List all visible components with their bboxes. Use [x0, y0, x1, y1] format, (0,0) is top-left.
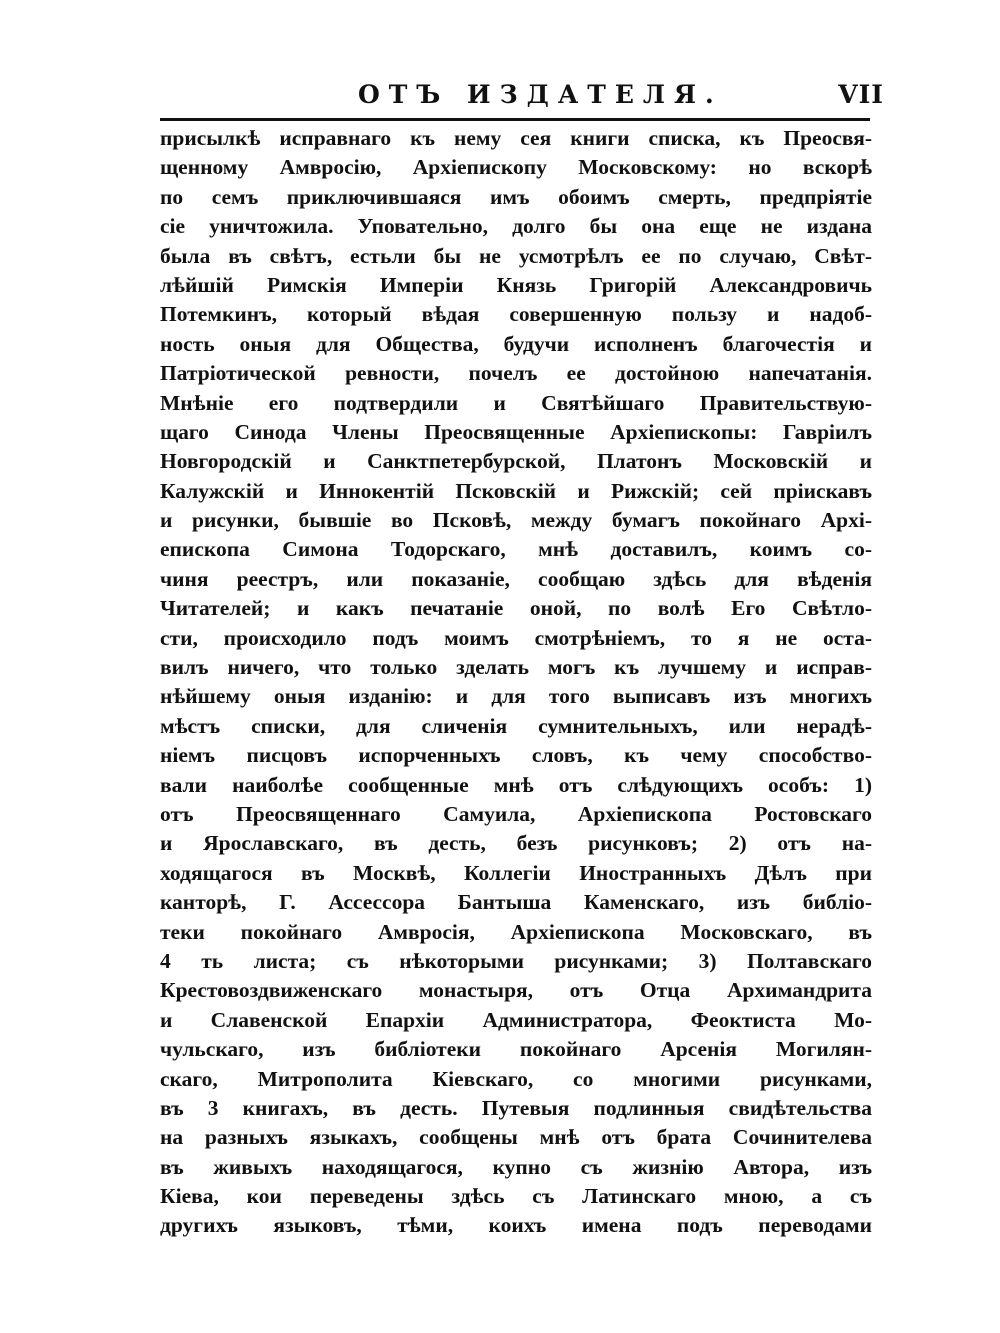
text-line: чиня реестръ, или показаніе, сообщаю здѣсь для вѣденія	[160, 566, 872, 591]
text-line: ходящагося въ Москвѣ, Коллегіи Иностранныхъ Дѣлъ при	[160, 860, 872, 885]
text-line: Калужскій и Иннокентій Псковскій и Рижскій; сей пріискавъ	[160, 478, 872, 503]
text-line: нѣйшему оныя изданію: и для того выписавъ изъ многихъ	[160, 684, 872, 709]
text-line: и Ярославскаго, въ десть, безъ рисунковъ; 2) отъ на-	[160, 831, 872, 856]
text-line: сти, происходило подъ моимъ смотрѣніемъ, то я не оста-	[160, 625, 872, 650]
text-line: въ живыхъ находящагося, купно съ жизнію Автора, изъ	[160, 1154, 872, 1179]
text-line: епископа Симона Тодорскаго, мнѣ доставилъ, коимъ со-	[160, 537, 872, 562]
text-line: лѣйшій Римскія Имперіи Князь Григорій Александровичь	[160, 272, 872, 297]
text-line: была въ свѣтъ, естьли бы не усмотрѣлъ ее по случаю, Свѣт-	[160, 243, 872, 268]
text-line: щенному Амвросію, Архіепископу Московскому: но вскорѣ	[160, 155, 872, 180]
text-line: присылкѣ исправнаго къ нему сея книги списка, къ Преосвя-	[160, 126, 872, 150]
text-line: ность оныя для Общества, будучи исполненъ благочестія и	[160, 331, 872, 356]
text-line: щаго Синода Члены Преосвященные Архіепископы: Гавріилъ	[160, 419, 872, 444]
header-rule	[160, 118, 870, 121]
text-line: Кіева, кои переведены здѣсь съ Латинскаго мною, а съ	[160, 1184, 872, 1209]
text-line: отъ Преосвященнаго Самуила, Архіепископа Ростовскаго	[160, 801, 872, 826]
page-header	[158, 76, 884, 116]
text-line: Мнѣніе его подтвердили и Святѣйшаго Правительствую-	[160, 390, 872, 415]
running-head: ОТЪ ИЗДАТЕЛЯ.	[358, 80, 723, 109]
text-line: вилъ ничего, что только зделать могъ къ лучшему и исправ-	[160, 655, 872, 680]
text-line: Потемкинъ, который вѣдая совершенную пользу и надоб-	[160, 302, 872, 327]
text-line: Новгородскій и Санктпетербурской, Платонъ Московскій и	[160, 449, 872, 474]
text-line: скаго, Митрополита Кіевскаго, со многими рисунками,	[160, 1066, 872, 1091]
text-line: Патріотической ревности, почелъ ее достойною напечатанія.	[160, 361, 872, 386]
text-line: 4 ть листа; съ нѣкоторыми рисунками; 3) Полтавскаго	[160, 948, 872, 973]
text-line: вали наиболѣе сообщенные мнѣ отъ слѣдующихъ особъ: 1)	[160, 772, 872, 797]
text-line: Читателей; и какъ печатаніе оной, по волѣ Его Свѣтло-	[160, 596, 872, 621]
text-line: на разныхъ языкахъ, сообщены мнѣ отъ брата Сочинителева	[160, 1125, 872, 1150]
text-line: Крестовоздвиженскаго монастыря, отъ Отца Архимандрита	[160, 978, 872, 1003]
text-line: теки покойнаго Амвросія, Архіепископа Московскаго, въ	[160, 919, 872, 944]
text-line: по семъ приключившаяся имъ обоимъ смерть, предпріятіе	[160, 184, 872, 209]
text-line: и Славенской Епархіи Администратора, Феоктиста Мо-	[160, 1007, 872, 1032]
text-line: сіе уничтожила. Уповательно, долго бы она еще не издана	[160, 214, 872, 239]
text-line: ніемъ писцовъ испорченныхъ словъ, къ чему способство-	[160, 743, 872, 768]
text-line: чульскаго, изъ библіотеки покойнаго Арсенія Могилян-	[160, 1037, 872, 1062]
text-line: другихъ языковъ, тѣми, коихъ имена подъ переводами	[160, 1213, 872, 1238]
text-line: мѣстъ списки, для сличенія сумнительныхъ, или нерадѣ-	[160, 713, 872, 738]
body-text	[160, 124, 872, 1241]
text-line: и рисунки, бывшіе во Псковѣ, между бумагъ покойнаго Архі-	[160, 508, 872, 533]
text-line: въ 3 книгахъ, въ десть. Путевыя подлинныя свидѣтельства	[160, 1095, 872, 1120]
text-line: канторѣ, Г. Ассессора Бантыша Каменскаго, изъ библіо-	[160, 890, 872, 915]
page-number: VII	[838, 80, 884, 109]
